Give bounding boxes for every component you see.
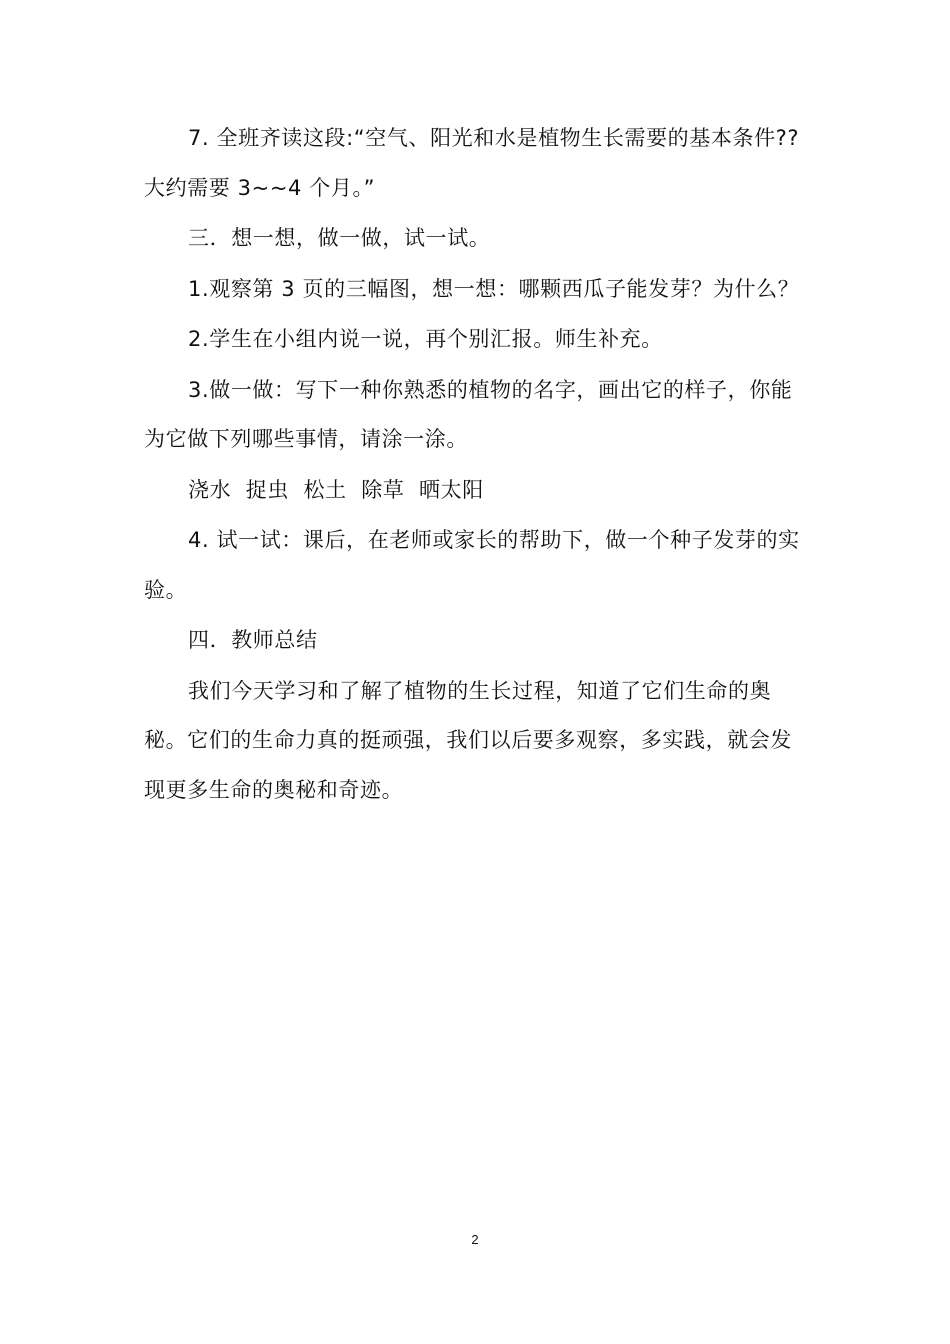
section-heading-teacher-summary: 四．教师总结 [188,628,318,652]
page-number: 2 [471,1232,479,1247]
paragraph-do-activity: 3.做一做：写下一种你熟悉的植物的名字，画出它的样子，你能为它做下列哪些事情，请涂一涂。 [144,377,793,451]
section-heading-think-do-try: 三．想一想，做一做，试一试。 [188,226,491,250]
document-body [144,114,812,816]
paragraph-care-options: 浇水 捉虫 松土 除草 晒太阳 [188,477,484,502]
paragraph-try-experiment: 4. 试一试：课后，在老师或家长的帮助下，做一个种子发芽的实验。 [144,528,800,602]
paragraph-group-report: 2.学生在小组内说一说，再个别汇报。师生补充。 [188,327,663,351]
paragraph-summary: 我们今天学习和了解了植物的生长过程，知道了它们生命的奥秘。它们的生命力真的挺顽强，我们以后要多观察，多实践，就会发现更多生命的奥秘和奇迹。 [144,678,792,802]
paragraph-observe-images: 1.观察第 3 页的三幅图，想一想：哪颗西瓜子能发芽？为什么？ [188,276,800,301]
paragraph-recitation: 7. 全班齐读这段:“空气、阳光和水是植物生长需要的基本条件??大约需要 3~~4 个月。” [144,126,800,200]
